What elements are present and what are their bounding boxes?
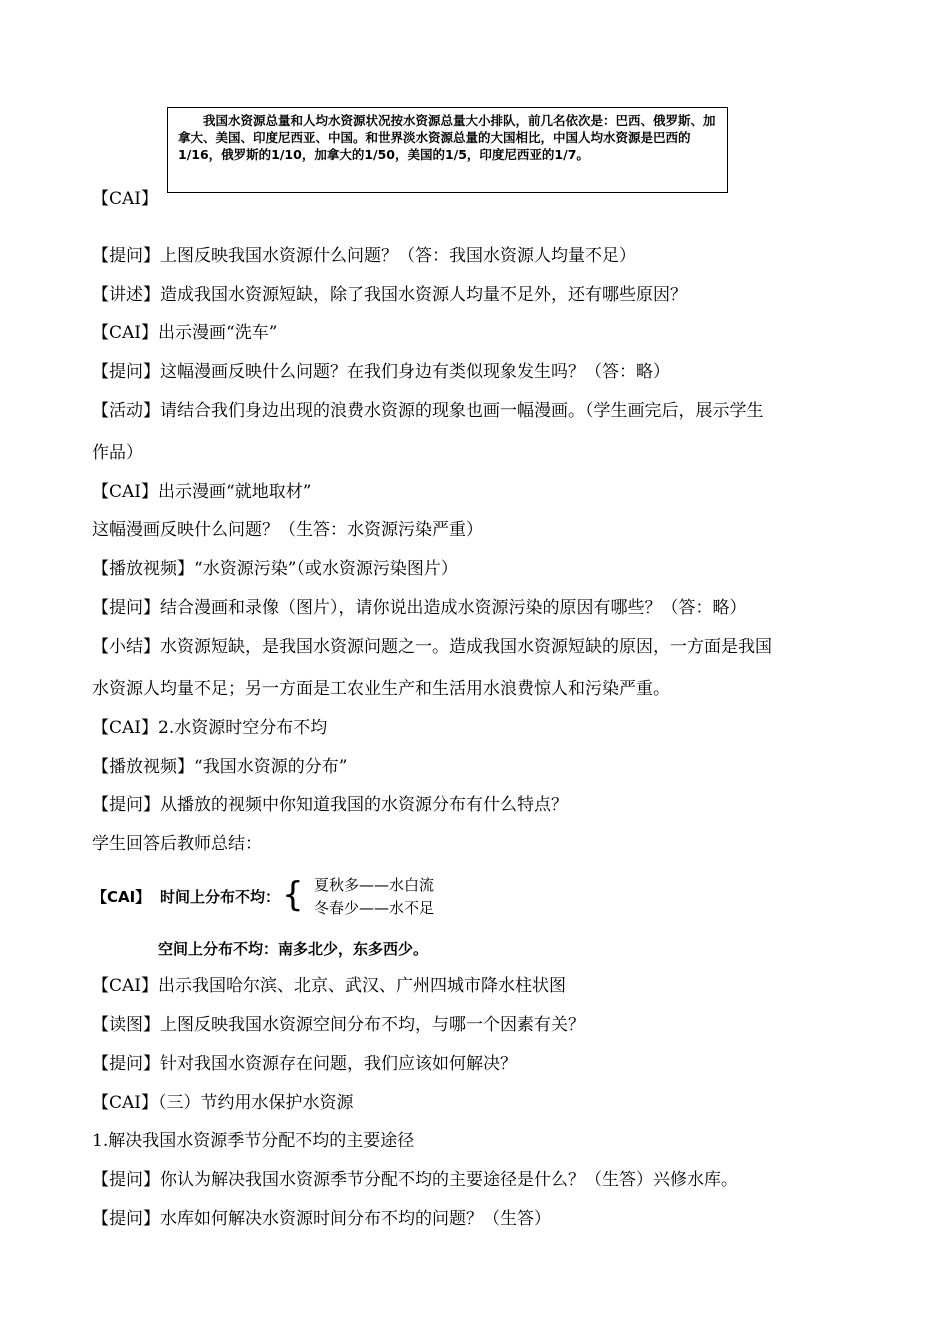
quote-text: 我国水资源总量和人均水资源状况按水资源总量大小排队，前几名依次是：巴西、俄罗斯、加拿大、美国、印度尼西亚、中国。和世界淡水资源总量的大国相比，中国人均水资源是巴西的1/16，俄罗斯的1/10，加拿大的1/50，美国的1/5，印度尼西亚的1/7。 [178,113,716,162]
text-line: 水资源人均量不足；另一方面是工农业生产和生活用水浪费惊人和污染严重。 [92,679,670,699]
space-distribution-text: 空间上分布不均：南多北少，东多西少。 [158,940,429,958]
text-line: 【提问】这幅漫画反映什么问题？在我们身边有类似现象发生吗？（答：略） [92,362,670,382]
text-line: 【播放视频】“水资源污染”（或水资源污染图片） [92,559,458,579]
water-resources-quote-box [167,107,728,193]
branch-summer-autumn: 夏秋多——水白流 [314,876,435,894]
text-line: 【讲述】造成我国水资源短缺，除了我国水资源人均量不足外，还有哪些原因？ [92,285,687,305]
time-distribution-label: 时间上分布不均： [160,888,281,906]
cai-label: 【CAI】 [92,189,158,209]
text-line: 【CAI】出示漫画“洗车” [92,323,278,343]
text-line: 【提问】水库如何解决水资源时间分布不均的问题？（生答） [92,1209,551,1229]
text-line: 【活动】请结合我们身边出现的浪费水资源的现象也画一幅漫画。（学生画完后，展示学生 [92,401,764,421]
text-line: 【提问】上图反映我国水资源什么问题？（答：我国水资源人均量不足） [92,246,636,266]
text-line: 【提问】结合漫画和录像（图片），请你说出造成水资源污染的原因有哪些？（答：略） [92,598,747,618]
branch-winter-spring: 冬春少——水不足 [314,899,435,917]
text-line: 【提问】针对我国水资源存在问题，我们应该如何解决？ [92,1054,517,1074]
text-line: 【小结】水资源短缺，是我国水资源问题之一。造成我国水资源短缺的原因，一方面是我国 [92,637,772,657]
text-line: 【提问】你认为解决我国水资源季节分配不均的主要途径是什么？（生答）兴修水库。 [92,1170,738,1190]
text-line: 【提问】从播放的视频中你知道我国的水资源分布有什么特点？ [92,795,568,815]
brace-glyph: { [282,875,304,915]
text-line: 【CAI】2.水资源时空分布不均 [92,718,328,738]
text-line: 【CAI】（三）节约用水保护水资源 [92,1093,354,1113]
text-line: 【读图】上图反映我国水资源空间分布不均，与哪一个因素有关？ [92,1015,585,1035]
distribution-cai-label: 【CAI】 [92,888,151,906]
text-line: 【CAI】出示漫画“就地取材” [92,482,312,502]
text-line: 【播放视频】“我国水资源的分布” [92,757,348,777]
text-line: 作品） [92,443,143,463]
distribution-summary [92,872,692,962]
text-line: 这幅漫画反映什么问题？（生答：水资源污染严重） [92,520,483,540]
text-line: 学生回答后教师总结： [92,834,262,854]
text-line: 【CAI】出示我国哈尔滨、北京、武汉、广州四城市降水柱状图 [92,976,566,996]
text-line: 1.解决我国水资源季节分配不均的主要途径 [92,1131,415,1151]
